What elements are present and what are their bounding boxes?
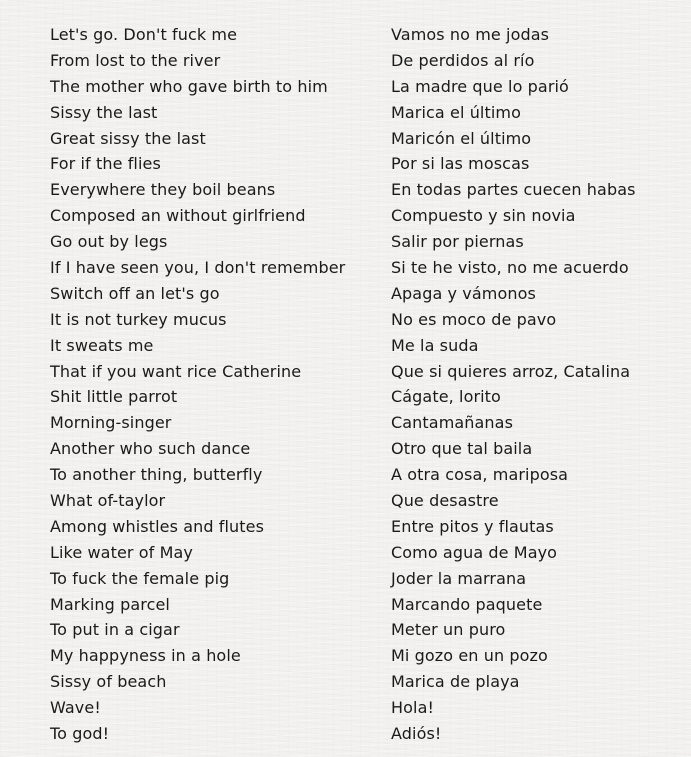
spanish-phrase-line: Adiós! bbox=[391, 724, 442, 744]
english-phrase-line: To put in a cigar bbox=[50, 620, 180, 640]
english-phrase-line: Sissy the last bbox=[50, 102, 158, 122]
english-phrase-line: Among whistles and flutes bbox=[50, 516, 265, 536]
english-phrase-line: Switch off an let's go bbox=[50, 283, 220, 303]
spanish-phrase-line: Marcando paquete bbox=[391, 594, 543, 614]
english-phrase-line: From lost to the river bbox=[50, 50, 221, 70]
english-phrase-line: That if you want rice Catherine bbox=[50, 361, 302, 381]
spanish-phrase-line: Cágate, lorito bbox=[391, 387, 501, 407]
spanish-phrase-line: Joder la marrana bbox=[391, 568, 527, 588]
spanish-phrase-line: Marica de playa bbox=[391, 672, 520, 692]
spanish-phrase-line: Mi gozo en un pozo bbox=[391, 646, 548, 666]
english-phrase-line: To another thing, butterfly bbox=[50, 465, 263, 485]
spanish-phrase-line: Entre pitos y flautas bbox=[391, 516, 554, 536]
english-phrase-line: Wave! bbox=[50, 698, 101, 718]
spanish-phrase-line: Maricón el último bbox=[391, 128, 532, 148]
spanish-phrase-line: La madre que lo parió bbox=[391, 76, 569, 96]
english-phrase-line: Great sissy the last bbox=[50, 128, 206, 148]
spanish-phrase-line: Si te he visto, no me acuerdo bbox=[391, 258, 629, 278]
english-phrase-line: To god! bbox=[50, 724, 110, 744]
spanish-phrase-line: Vamos no me jodas bbox=[391, 25, 550, 44]
spanish-phrase-line: Compuesto y sin novia bbox=[391, 206, 576, 226]
english-phrase-line: If I have seen you, I don't remember bbox=[50, 258, 346, 278]
english-phrase-line: For if the flies bbox=[50, 154, 161, 174]
spanish-phrase-line: Por si las moscas bbox=[391, 154, 530, 174]
english-phrase-line: Go out by legs bbox=[50, 232, 168, 252]
english-phrase-line: Shit little parrot bbox=[50, 387, 178, 407]
spanish-phrase-line: Apaga y vámonos bbox=[391, 283, 536, 303]
english-phrase-line: It sweats me bbox=[50, 335, 154, 355]
english-phrase-line: Morning-singer bbox=[50, 413, 172, 433]
english-phrase-line: What of-taylor bbox=[50, 491, 166, 511]
spanish-phrase-line: Que si quieres arroz, Catalina bbox=[391, 361, 631, 381]
spanish-phrase-line: No es moco de pavo bbox=[391, 309, 557, 329]
english-phrase-line: To fuck the female pig bbox=[50, 568, 230, 588]
english-phrase-line: My happyness in a hole bbox=[50, 646, 241, 666]
english-phrase-line: Composed an without girlfriend bbox=[50, 206, 306, 226]
spanish-phrase-line: Que desastre bbox=[391, 491, 499, 511]
spanish-phrase-line: Cantamañanas bbox=[391, 413, 514, 433]
english-phrase-line: Sissy of beach bbox=[50, 672, 167, 692]
spanish-phrase-line: Otro que tal baila bbox=[391, 439, 533, 459]
english-phrase-line: Marking parcel bbox=[50, 594, 170, 614]
spanish-phrase-line: Como agua de Mayo bbox=[391, 542, 558, 562]
spanish-phrase-line: De perdidos al río bbox=[391, 50, 535, 70]
spanish-phrase-line: En todas partes cuecen habas bbox=[391, 180, 636, 200]
spanish-phrase-line: Meter un puro bbox=[391, 620, 506, 640]
spanish-phrase-line: Hola! bbox=[391, 698, 434, 718]
spanish-phrase-line: Marica el último bbox=[391, 102, 521, 122]
english-phrase-line: Everywhere they boil beans bbox=[50, 180, 276, 200]
english-phrase-line: Like water of May bbox=[50, 542, 193, 562]
spanish-column bbox=[391, 22, 636, 747]
spanish-phrase-line: Me la suda bbox=[391, 335, 479, 355]
english-phrase-line: It is not turkey mucus bbox=[50, 309, 227, 329]
english-phrase-line: Another who such dance bbox=[50, 439, 251, 459]
english-phrase-line: The mother who gave birth to him bbox=[50, 76, 328, 96]
english-column bbox=[50, 22, 345, 747]
spanish-phrase-line: A otra cosa, mariposa bbox=[391, 465, 569, 485]
spanish-phrase-line: Salir por piernas bbox=[391, 232, 524, 252]
english-phrase-line: Let's go. Don't fuck me bbox=[50, 25, 238, 44]
